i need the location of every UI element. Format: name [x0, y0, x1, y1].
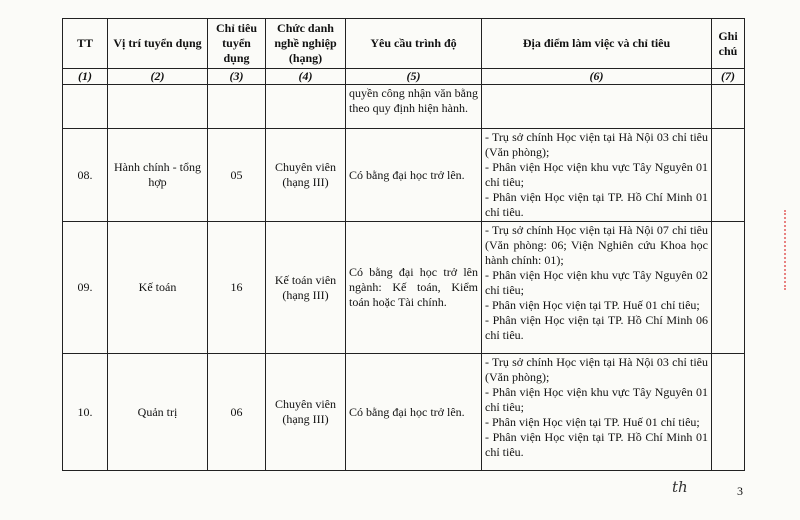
- col-number: (3): [208, 69, 266, 85]
- row-note: [712, 222, 745, 354]
- row-position: Kế toán: [108, 222, 208, 354]
- location-item: - Trụ sở chính Học viện tại Hà Nội 03 chỉ tiêu (Văn phòng);: [485, 130, 708, 159]
- recruitment-table: [62, 18, 745, 471]
- row-quota: 06: [208, 354, 266, 471]
- row-tt: 09.: [63, 222, 108, 354]
- location-item: - Phân viện Học viện tại TP. Hồ Chí Minh 01 chỉ tiêu.: [485, 430, 708, 459]
- row-locations: [482, 222, 712, 354]
- header-location: Địa điểm làm việc và chỉ tiêu: [482, 19, 712, 69]
- col-number: (2): [108, 69, 208, 85]
- header-requirement: Yêu cầu trình độ: [346, 19, 482, 69]
- row-quota: 05: [208, 129, 266, 222]
- row-locations: [482, 354, 712, 471]
- row-requirement: Có bằng đại học trở lên.: [346, 354, 482, 471]
- header-position: Vị trí tuyển dụng: [108, 19, 208, 69]
- row-title: Kế toán viên (hạng III): [266, 222, 346, 354]
- header-note: Ghi chú: [712, 19, 745, 69]
- location-item: - Trụ sở chính Học viện tại Hà Nội 03 chỉ tiêu (Văn phòng);: [485, 355, 708, 384]
- col-number: (7): [712, 69, 745, 85]
- header-quota: Chỉ tiêu tuyển dụng: [208, 19, 266, 69]
- column-number-row: [63, 69, 745, 85]
- row-note: [712, 354, 745, 471]
- table-row: [63, 222, 745, 354]
- col-number: (4): [266, 69, 346, 85]
- location-item: - Phân viện Học viện tại TP. Huế 01 chỉ tiêu;: [485, 298, 700, 312]
- row-requirement: Có bằng đại học trở lên ngành: Kế toán, Kiểm toán hoặc Tài chính.: [346, 222, 482, 354]
- location-item: - Trụ sở chính Học viện tại Hà Nội 07 chỉ tiêu (Văn phòng: 06; Viện Nghiên cứu Khoa học hành chính: 01);: [485, 223, 708, 267]
- location-item: - Phân viện Học viện khu vực Tây Nguyên 01 chỉ tiêu;: [485, 385, 708, 414]
- handwritten-initials: th: [672, 478, 688, 496]
- row-quota: 16: [208, 222, 266, 354]
- row-requirement: Có bằng đại học trở lên.: [346, 129, 482, 222]
- location-item: - Phân viện Học viện khu vực Tây Nguyên 01 chỉ tiêu;: [485, 160, 708, 189]
- header-title: Chức danh nghề nghiệp (hạng): [266, 19, 346, 69]
- row-locations: [482, 129, 712, 222]
- location-item: - Phân viện Học viện khu vực Tây Nguyên 02 chỉ tiêu;: [485, 268, 708, 297]
- row-title: Chuyên viên (hạng III): [266, 129, 346, 222]
- row-title: Chuyên viên (hạng III): [266, 354, 346, 471]
- row-note: [712, 129, 745, 222]
- header-row: [63, 19, 745, 69]
- row-position: Quản trị: [108, 354, 208, 471]
- col-number: (1): [63, 69, 108, 85]
- continuation-requirement: quyền công nhận văn bằng theo quy định hiện hành.: [346, 85, 482, 129]
- page-number: 3: [737, 484, 743, 498]
- row-tt: 08.: [63, 129, 108, 222]
- table-row: [63, 354, 745, 471]
- row-tt: 10.: [63, 354, 108, 471]
- location-item: - Phân viện Học viện tại TP. Huế 01 chỉ tiêu;: [485, 415, 700, 429]
- location-item: - Phân viện Học viện tại TP. Hồ Chí Minh 01 chỉ tiêu.: [485, 190, 708, 219]
- location-item: - Phân viện Học viện tại TP. Hồ Chí Minh 06 chỉ tiêu.: [485, 313, 708, 342]
- continuation-row: [63, 85, 745, 129]
- table-row: [63, 129, 745, 222]
- row-position: Hành chính - tổng hợp: [108, 129, 208, 222]
- header-tt: TT: [63, 19, 108, 69]
- red-stamp-edge: [784, 210, 800, 290]
- col-number: (6): [482, 69, 712, 85]
- col-number: (5): [346, 69, 482, 85]
